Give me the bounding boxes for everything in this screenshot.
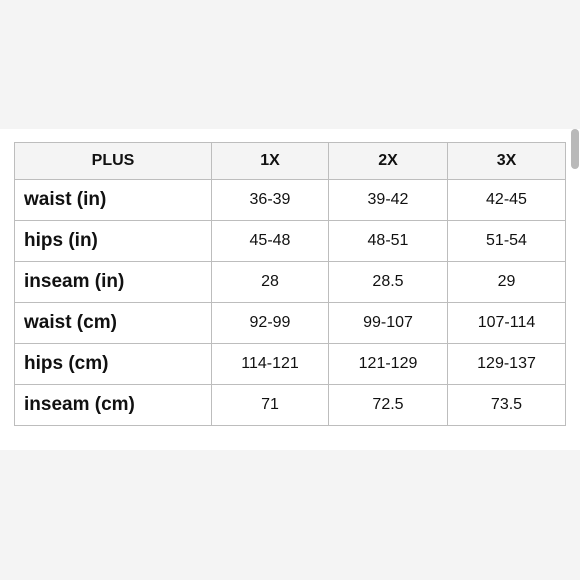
table-row: [15, 221, 566, 262]
header-2x: 2X: [329, 143, 448, 180]
table-cell: 73.5: [448, 385, 566, 426]
row-label: hips (cm): [15, 344, 212, 385]
table-cell: 39-42: [329, 180, 448, 221]
table-cell: 121-129: [329, 344, 448, 385]
header-1x: 1X: [212, 143, 329, 180]
table-row: [15, 344, 566, 385]
row-label: waist (in): [15, 180, 212, 221]
header-3x: 3X: [448, 143, 566, 180]
row-label: waist (cm): [15, 303, 212, 344]
table-cell: 28.5: [329, 262, 448, 303]
table-cell: 99-107: [329, 303, 448, 344]
table-cell: 36-39: [212, 180, 329, 221]
table-cell: 71: [212, 385, 329, 426]
header-row: [15, 143, 566, 180]
table-row: [15, 303, 566, 344]
vertical-scrollbar[interactable]: [571, 129, 579, 169]
row-label: inseam (cm): [15, 385, 212, 426]
table-cell: 51-54: [448, 221, 566, 262]
table-cell: 42-45: [448, 180, 566, 221]
header-plus: PLUS: [15, 143, 212, 180]
table-cell: 45-48: [212, 221, 329, 262]
row-label: hips (in): [15, 221, 212, 262]
table-row: [15, 262, 566, 303]
table-cell: 29: [448, 262, 566, 303]
table-row: [15, 180, 566, 221]
size-chart-table: [14, 142, 566, 426]
table-cell: 129-137: [448, 344, 566, 385]
table-cell: 92-99: [212, 303, 329, 344]
row-label: inseam (in): [15, 262, 212, 303]
table-cell: 107-114: [448, 303, 566, 344]
table-cell: 114-121: [212, 344, 329, 385]
table-row: [15, 385, 566, 426]
table-cell: 72.5: [329, 385, 448, 426]
table-cell: 28: [212, 262, 329, 303]
table-cell: 48-51: [329, 221, 448, 262]
